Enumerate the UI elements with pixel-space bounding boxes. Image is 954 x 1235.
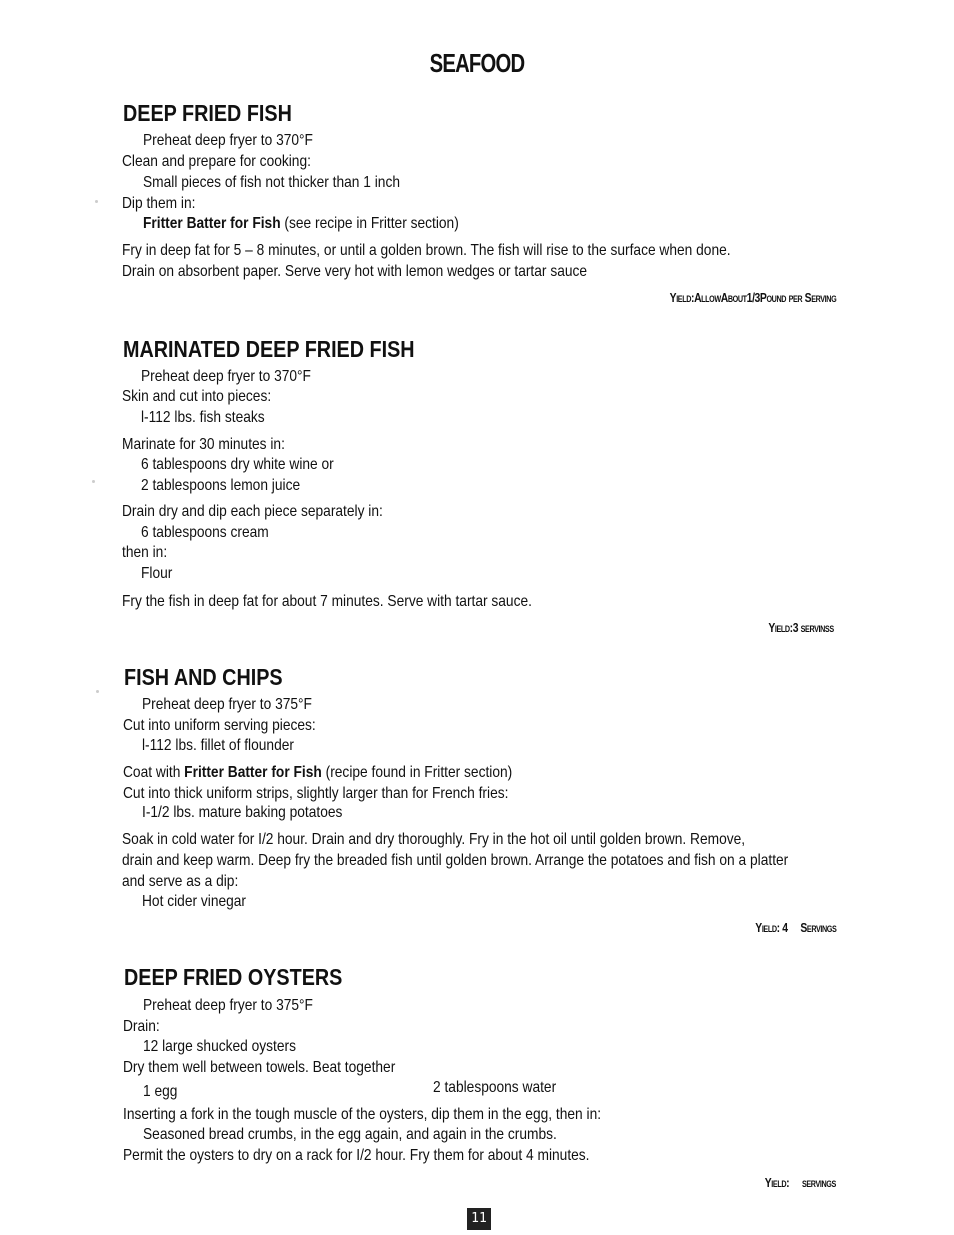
instruction-line: Cut into thick uniform strips, slightly larger than for French fries: [123,785,509,802]
recipe-yield [755,920,836,935]
yield-unit: Serving [804,290,836,305]
instruction-line: Dip them in: [122,195,196,212]
yield-unit: servinss [800,620,834,635]
instruction-line: Soak in cold water for I/2 hour. Drain and dry thoroughly. Fry in the hot oil until golden brown. Remove, [122,831,746,848]
yield-label: Yield: [669,290,694,305]
recipe-title-fish-and-chips: FISH AND CHIPS [124,664,283,690]
recipe-title-deep-fried-fish: DEEP FRIED FISH [123,100,292,126]
ingredient-line: Small pieces of fish not thicker than 1 inch [143,174,400,191]
instruction-line [123,763,512,783]
recipe-reference: Fritter Batter for Fish [184,764,322,781]
instruction-line: Dry them well between towels. Beat together [123,1059,396,1076]
recipe-yield [765,1175,836,1190]
instruction-line: Permit the oysters to dry on a rack for I/2 hour. Fry them for about 4 minutes. [123,1147,590,1164]
instruction-line: then in: [122,544,168,561]
instruction-line: Marinate for 30 minutes in: [122,436,285,453]
instruction-line: Clean and prepare for cooking: [122,153,311,170]
recipe-reference-note: (recipe found in Fritter section) [321,764,513,781]
ingredient-line: 12 large shucked oysters [143,1038,296,1055]
ingredient-line: Seasoned bread crumbs, in the egg again, and again in the crumbs. [143,1126,557,1143]
recipe-reference-note: (see recipe in Fritter section) [280,215,459,232]
instruction-line: Drain on absorbent paper. Serve very hot with lemon wedges or tartar sauce [122,263,588,280]
scan-speck [95,200,98,203]
instruction-line: and serve as a dip: [122,873,239,890]
scan-speck [92,480,95,483]
instruction-line: Fry in deep fat for 5 – 8 minutes, or until a golden brown. The fish will rise to the surface when done. [122,242,731,259]
yield-value: AllowAbout1/3Pound per [693,290,802,305]
recipe-reference: Fritter Batter for Fish [143,215,281,232]
ingredient-line: Hot cider vinegar [142,893,247,910]
ingredient-line [143,214,459,234]
instruction-line: Preheat deep fryer to 375°F [143,997,313,1014]
instruction-line: Preheat deep fryer to 370°F [143,132,313,149]
yield-label: Yield: [764,1175,790,1190]
ingredient-line: l-112 lbs. fish steaks [141,409,265,426]
instruction-line: Skin and cut into pieces: [122,388,272,405]
instruction-line: Inserting a fork in the tough muscle of the oysters, dip them in the egg, then in: [123,1106,602,1123]
instruction-line: Drain: [123,1018,160,1035]
instruction-prefix: Coat with [123,764,185,781]
recipe-title-deep-fried-oysters: DEEP FRIED OYSTERS [124,964,343,990]
recipe-yield [669,290,836,305]
instruction-line: Preheat deep fryer to 375°F [142,696,312,713]
yield-unit: servings [802,1175,836,1190]
instruction-line: Preheat deep fryer to 370°F [141,368,311,385]
ingredient-line: 6 tablespoons cream [141,524,269,541]
instruction-line: Drain dry and dip each piece separately in: [122,503,383,520]
ingredient-line: 2 tablespoons lemon juice [141,477,301,494]
ingredient-line: l-112 lbs. fillet of flounder [142,737,294,754]
yield-unit: Servings [799,920,836,935]
instruction-line: Fry the fish in deep fat for about 7 minutes. Serve with tartar sauce. [122,593,532,610]
instruction-line: Cut into uniform serving pieces: [123,717,316,734]
ingredient-line: 6 tablespoons dry white wine or [141,456,334,473]
yield-value: 4 [781,920,788,935]
yield-label: Yield: [768,620,794,635]
ingredient-line: 1 egg [143,1083,178,1100]
ingredient-line: Flour [141,565,173,582]
ingredient-line: I-1/2 lbs. mature baking potatoes [142,804,343,821]
page-title: SEAFOOD [429,48,525,78]
recipe-yield [769,620,834,635]
recipe-title-marinated-deep-fried-fish: MARINATED DEEP FRIED FISH [123,336,415,362]
yield-label: Yield: [754,920,780,935]
yield-value: 3 [793,620,799,635]
ingredient-line: 2 tablespoons water [433,1079,557,1096]
scan-speck [96,690,99,693]
instruction-line: drain and keep warm. Deep fry the breaded fish until golden brown. Arrange the potatoes and fish on a platter [122,852,789,869]
page-number: 11 [467,1208,491,1230]
